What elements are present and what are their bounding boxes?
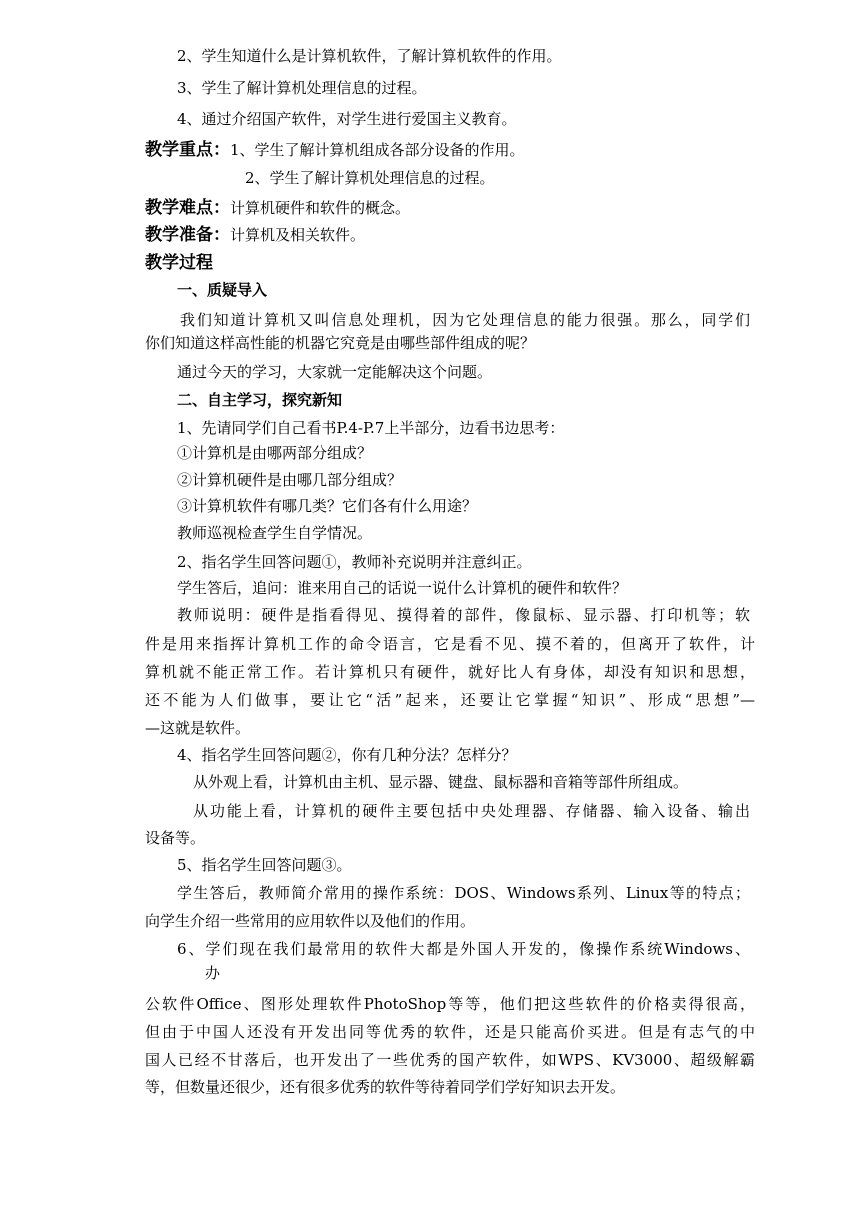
question-2: ②计算机硬件是由哪几部分组成？	[177, 471, 403, 489]
preparation-text: 计算机及相关软件。	[230, 226, 366, 244]
goal-item-2: 2、学生知道什么是计算机软件，了解计算机软件的作用。	[177, 47, 562, 65]
teacher-check: 教师巡视检查学生自学情况。	[177, 524, 373, 542]
preparation-row	[145, 225, 365, 245]
section-1-heading: 一、质疑导入	[177, 281, 268, 299]
key-points-row	[145, 140, 525, 160]
goal-item-3: 3、学生了解计算机处理信息的过程。	[177, 79, 427, 97]
question-1: ①计算机是由哪两部分组成？	[177, 444, 373, 462]
difficulty-label: 教学难点：	[145, 198, 230, 218]
step-5: 5、指名学生回答问题③。	[177, 856, 352, 874]
step-6-line-2: 办	[205, 964, 221, 982]
explain-line-2: 件是用来指挥计算机工作的命令语言，它是看不见、摸不着的，但离开了软件，计	[145, 635, 755, 653]
explain-line-3: 算机就不能正常工作。若计算机只有硬件，就好比人有身体，却没有知识和思想，	[145, 663, 755, 681]
key-point-1: 1、学生了解计算机组成各部分设备的作用。	[230, 141, 525, 159]
goal-item-4: 4、通过介绍国产软件，对学生进行爱国主义教育。	[177, 110, 517, 128]
follow-up-question: 学生答后，追问：谁来用自己的话说一说什么计算机的硬件和软件？	[177, 579, 628, 597]
step-1: 1、先请同学们自己看书P.4-P.7上半部分，边看书边思考：	[177, 419, 565, 437]
intro-paragraph-2: 通过今天的学习，大家就一定能解决这个问题。	[177, 363, 493, 381]
intro-paragraph-line-2: 你们知道这样高性能的机器它究竟是由哪些部件组成的呢？	[145, 334, 536, 352]
os-line-1: 学生答后，教师简介常用的操作系统：DOS、Windows系列、Linux等的特点；	[177, 884, 750, 902]
step-4: 4、指名学生回答问题②，你有几种分法？怎样分？	[177, 746, 517, 764]
key-point-2: 2、学生了解计算机处理信息的过程。	[245, 169, 495, 187]
step-6-line-4: 但由于中国人还没有开发出同等优秀的软件，还是只能高价买进。但是有志气的中	[145, 1023, 755, 1041]
explain-line-5: —这就是软件。	[145, 719, 251, 737]
intro-paragraph-line-1: 我们知道计算机又叫信息处理机，因为它处理信息的能力很强。那么，同学们	[180, 311, 750, 329]
step-6-line-3: 公软件Office、图形处理软件PhotoShop等等，他们把这些软件的价格卖得很高，	[145, 995, 755, 1013]
explain-line-4: 还不能为人们做事，要让它“活”起来，还要让它掌握“知识”、形成“思想”—	[145, 691, 755, 709]
key-points-label: 教学重点：	[145, 140, 230, 160]
difficulty-row	[145, 198, 410, 218]
explain-line-1: 教师说明：硬件是指看得见、摸得着的部件，像鼠标、显示器、打印机等；软	[177, 606, 750, 624]
step-6-line-5: 国人已经不甘落后，也开发出了一些优秀的国产软件，如WPS、KV3000、超级解霸	[145, 1051, 755, 1069]
function-classification-line-2: 设备等。	[145, 829, 206, 847]
process-title: 教学过程	[145, 253, 213, 273]
step-6-line-6: 等，但数量还很少，还有很多优秀的软件等待着同学们学好知识去开发。	[145, 1078, 626, 1096]
preparation-label: 教学准备：	[145, 225, 230, 245]
step-2: 2、指名学生回答问题①，教师补充说明并注意纠正。	[177, 553, 532, 571]
section-2-heading: 二、自主学习，探究新知	[177, 391, 343, 409]
step-6-line-1: 6、学们现在我们最常用的软件大都是外国人开发的，像操作系统Windows、	[177, 940, 750, 958]
appearance-classification: 从外观上看，计算机由主机、显示器、键盘、鼠标器和音箱等部件所组成。	[193, 773, 689, 791]
question-3: ③计算机软件有哪几类？它们各有什么用途？	[177, 497, 478, 515]
function-classification-line-1: 从功能上看，计算机的硬件主要包括中央处理器、存储器、输入设备、输出	[193, 802, 750, 820]
difficulty-text: 计算机硬件和软件的概念。	[230, 199, 411, 217]
os-line-2: 向学生介绍一些常用的应用软件以及他们的作用。	[145, 912, 476, 930]
